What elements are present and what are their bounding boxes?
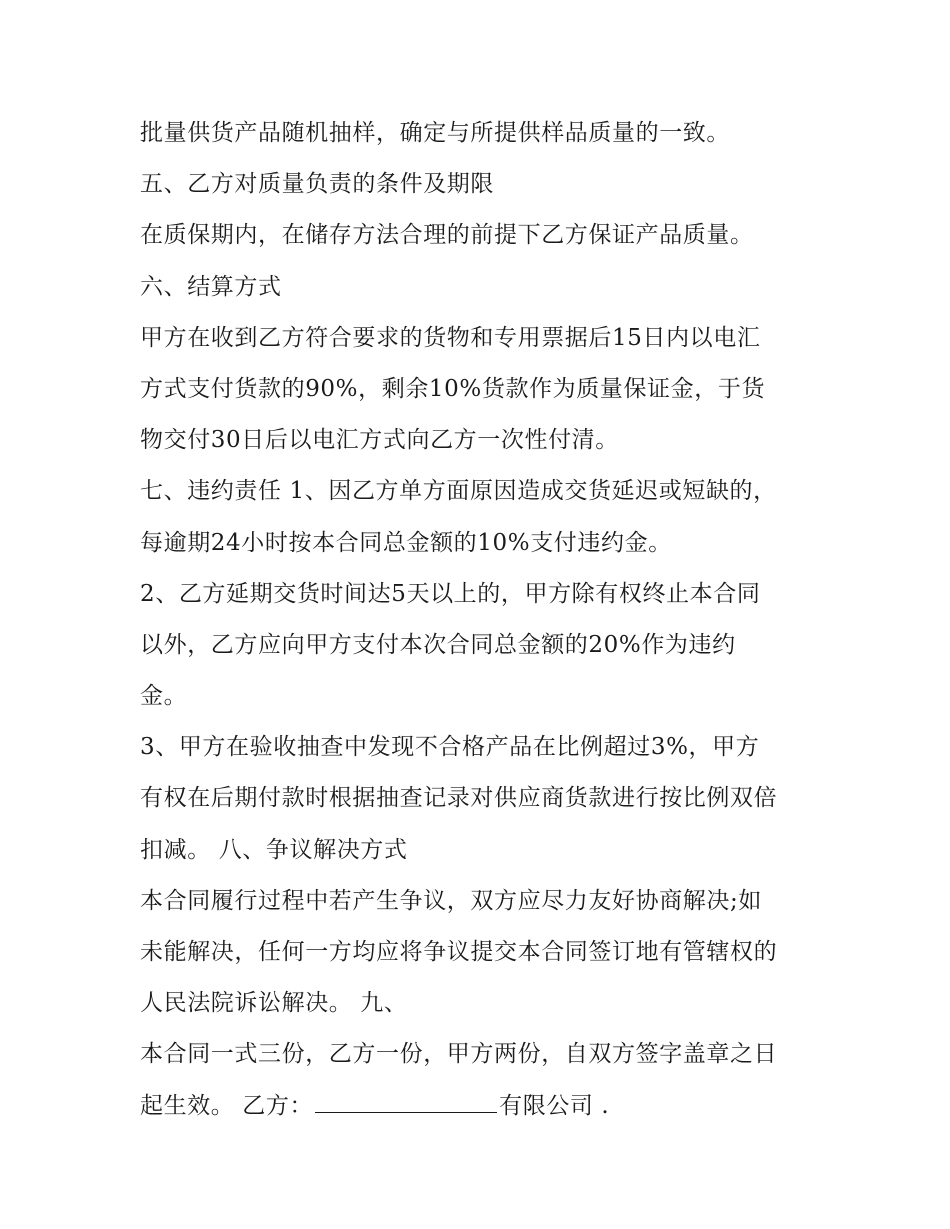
- text-line: 在质保期内，在储存方法合理的前提下乙方保证产品质量。: [140, 222, 754, 249]
- signature-line: [140, 1081, 820, 1132]
- text-line: 有权在后期付款时根据抽查记录对供应商货款进行按比例双倍: [140, 785, 778, 812]
- section-heading-quality-responsibility: 五、乙方对质量负责的条件及期限: [140, 171, 494, 198]
- section-heading-liability: 七、违约责任 1、因乙方单方面原因造成交货延迟或短缺的，: [140, 478, 777, 505]
- text-line: 甲方在收到乙方符合要求的货物和专用票据后15日内以电汇: [140, 324, 761, 351]
- text-line: 金。: [140, 683, 188, 710]
- section-heading-settlement: 六、结算方式: [140, 273, 282, 300]
- contract-text: [140, 108, 820, 1132]
- text-line: 未能解决，任何一方均应将争议提交本合同签订地有管辖权的: [140, 939, 778, 965]
- text-line: 本合同一式三份，乙方一份，甲方两份，自双方签字盖章之日: [140, 1041, 778, 1068]
- section-heading-dispute: 扣减。 八、争议解决方式: [140, 836, 408, 863]
- signature-suffix: 有限公司 .: [499, 1092, 610, 1119]
- text-line: 2、乙方延期交货时间达5天以上的，甲方除有权终止本合同: [140, 580, 761, 607]
- signature-blank: [315, 1094, 497, 1113]
- text-line: 物交付30日后以电汇方式向乙方一次性付清。: [140, 427, 619, 454]
- text-line: 每逾期24小时按本合同总金额的10%支付违约金。: [140, 529, 672, 556]
- signature-prefix: 起生效。 乙方：: [140, 1092, 314, 1119]
- text-line: 以外，乙方应向甲方支付本次合同总金额的20%作为违约: [140, 631, 736, 658]
- text-line: 人民法院诉讼解决。 九、: [140, 990, 408, 1017]
- text-line: 批量供货产品随机抽样，确定与所提供样品质量的一致。: [140, 120, 730, 146]
- text-line: 方式支付货款的90%，剩余10%货款作为质量保证金，于货: [140, 375, 766, 402]
- text-line: 3、甲方在验收抽查中发现不合格产品在比例超过3%，甲方: [140, 734, 760, 761]
- text-line: 本合同履行过程中若产生争议，双方应尽力友好协商解决;如: [140, 887, 762, 914]
